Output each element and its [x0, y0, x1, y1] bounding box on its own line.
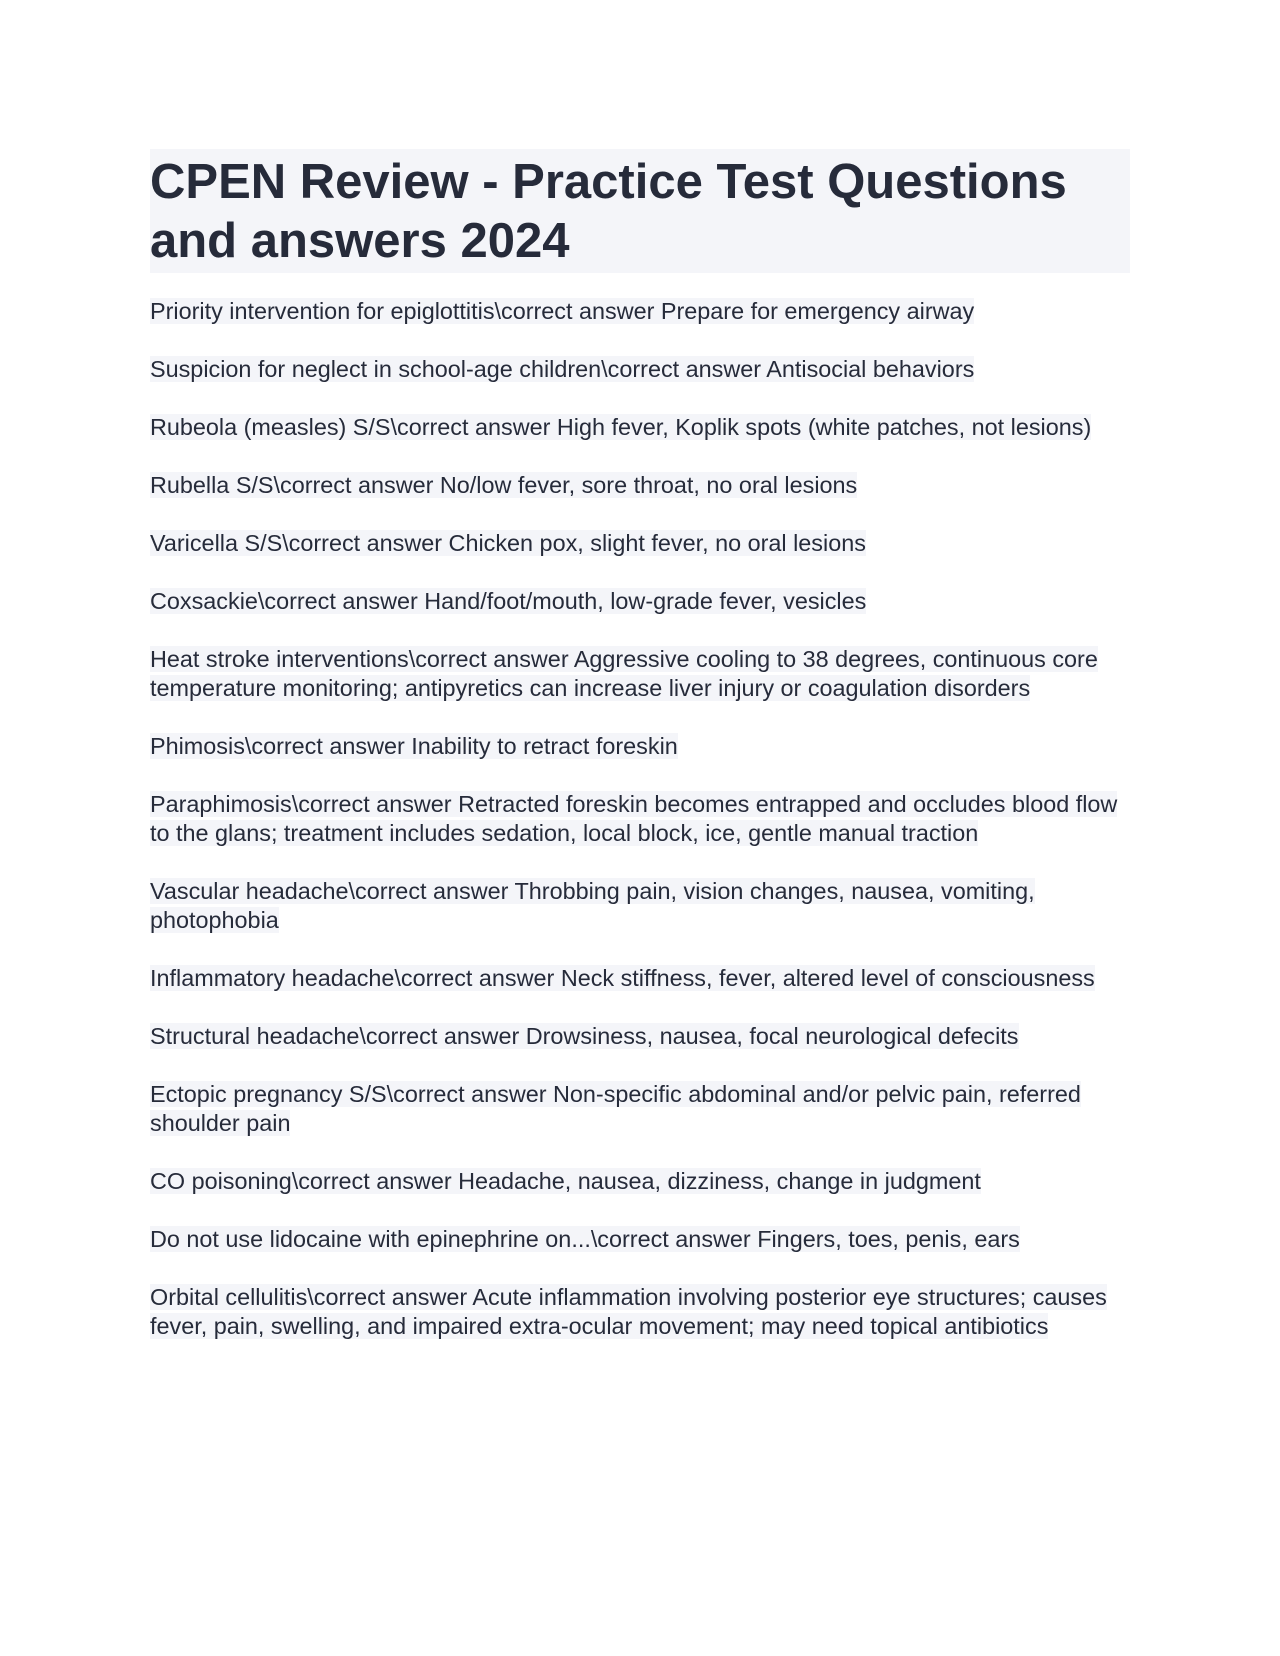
qa-item	[150, 1022, 1130, 1051]
qa-item	[150, 1080, 1130, 1138]
qa-text: Suspicion for neglect in school-age children\correct answer Antisocial behaviors	[150, 356, 975, 382]
qa-text: Paraphimosis\correct answer Retracted foreskin becomes entrapped and occludes blood flow to the glans; treatment includes sedation, local block, ice, gentle manual traction	[150, 791, 1118, 846]
qa-item	[150, 355, 1130, 384]
document-page	[150, 149, 1130, 1370]
qa-item	[150, 877, 1130, 935]
qa-item	[150, 1225, 1130, 1254]
qa-text: Phimosis\correct answer Inability to retract foreskin	[150, 733, 678, 759]
qa-text: Vascular headache\correct answer Throbbing pain, vision changes, nausea, vomiting, photophobia	[150, 878, 1035, 933]
qa-text: Rubeola (measles) S/S\correct answer High fever, Koplik spots (white patches, not lesions)	[150, 414, 1092, 440]
qa-item	[150, 1283, 1130, 1341]
qa-text: Structural headache\correct answer Drowsiness, nausea, focal neurological defecits	[150, 1023, 1019, 1049]
qa-text: Orbital cellulitis\correct answer Acute inflammation involving posterior eye structures; causes fever, pain, swelling, and impaired extra-ocular movement; may need topical antibiotics	[150, 1284, 1107, 1339]
qa-text: Do not use lidocaine with epinephrine on...\correct answer Fingers, toes, penis, ears	[150, 1226, 1020, 1252]
qa-text: Varicella S/S\correct answer Chicken pox, slight fever, no oral lesions	[150, 530, 866, 556]
qa-item	[150, 413, 1130, 442]
qa-item	[150, 471, 1130, 500]
qa-text: Rubella S/S\correct answer No/low fever, sore throat, no oral lesions	[150, 472, 858, 498]
qa-item	[150, 297, 1130, 326]
qa-item	[150, 529, 1130, 558]
qa-item	[150, 1167, 1130, 1196]
qa-text: Inflammatory headache\correct answer Neck stiffness, fever, altered level of consciousness	[150, 965, 1095, 991]
qa-text: Priority intervention for epiglottitis\correct answer Prepare for emergency airway	[150, 298, 975, 324]
qa-text: Heat stroke interventions\correct answer Aggressive cooling to 38 degrees, continuous core temperature monitoring; antipyretics can increase liver injury or coagulation disorders	[150, 646, 1098, 701]
qa-item	[150, 645, 1130, 703]
qa-list	[150, 297, 1130, 1341]
qa-text: Coxsackie\correct answer Hand/foot/mouth, low-grade fever, vesicles	[150, 588, 867, 614]
qa-text: CO poisoning\correct answer Headache, nausea, dizziness, change in judgment	[150, 1168, 981, 1194]
qa-text: Ectopic pregnancy S/S\correct answer Non-specific abdominal and/or pelvic pain, referred shoulder pain	[150, 1081, 1081, 1136]
qa-item	[150, 732, 1130, 761]
qa-item	[150, 790, 1130, 848]
qa-item	[150, 964, 1130, 993]
qa-item	[150, 587, 1130, 616]
document-title: CPEN Review - Practice Test Questions and answers 2024	[150, 155, 1067, 268]
title-block	[150, 149, 1130, 273]
